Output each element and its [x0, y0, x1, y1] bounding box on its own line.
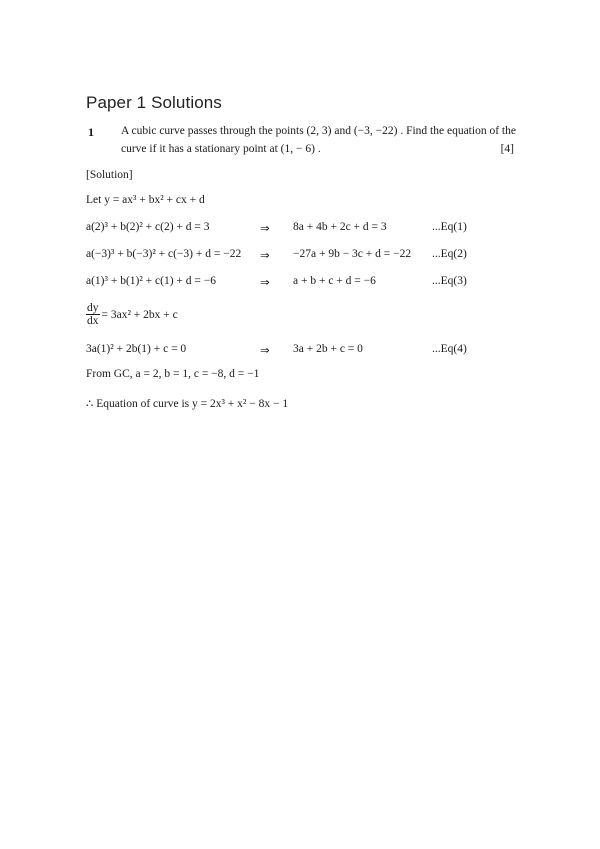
question-text-line-1: A cubic curve passes through the points (2, 3) and (−3, −22) . Find the equation of the [121, 125, 516, 137]
question-text-line-2: curve if it has a stationary point at (1, − 6) . [121, 143, 321, 155]
eq4-substitution: 3a(1)² + 2b(1) + c = 0 [86, 343, 187, 355]
question-number: 1 [88, 125, 94, 139]
eq1-implies-arrow: ⇒ [260, 223, 270, 235]
eq2-simplified: −27a + 9b − 3c + d = −22 [293, 248, 412, 260]
dy-dx-fraction [86, 302, 100, 327]
eq3-substitution: a(1)³ + b(1)² + c(1) + d = −6 [86, 275, 217, 287]
eq2-label: ...Eq(2) [432, 248, 467, 260]
derivative-expression [86, 302, 178, 327]
eq2-implies-arrow: ⇒ [260, 250, 270, 262]
page-heading: Paper 1 Solutions [86, 93, 222, 112]
eq1-substitution: a(2)³ + b(2)² + c(2) + d = 3 [86, 221, 210, 233]
fraction-denominator: dx [87, 315, 99, 327]
eq3-simplified: a + b + c + d = −6 [293, 275, 376, 287]
eq1-label: ...Eq(1) [432, 221, 467, 233]
question-marks: [4] [500, 143, 514, 155]
solution-label: [Solution] [86, 169, 133, 181]
eq3-implies-arrow: ⇒ [260, 277, 270, 289]
eq1-simplified: 8a + 4b + 2c + d = 3 [293, 221, 387, 233]
eq2-substitution: a(−3)³ + b(−3)² + c(−3) + d = −22 [86, 248, 242, 260]
conclusion: ∴ Equation of curve is y = 2x³ + x² − 8x − 1 [86, 398, 289, 410]
fraction-numerator: dy [87, 302, 99, 314]
let-statement: Let y = ax³ + bx² + cx + d [86, 194, 205, 206]
eq3-label: ...Eq(3) [432, 275, 467, 287]
derivative-rhs: = 3ax² + 2bx + c [101, 308, 178, 321]
gc-result: From GC, a = 2, b = 1, c = −8, d = −1 [86, 368, 260, 380]
eq4-simplified: 3a + 2b + c = 0 [293, 343, 363, 355]
eq4-implies-arrow: ⇒ [260, 345, 270, 357]
eq4-label: ...Eq(4) [432, 343, 467, 355]
